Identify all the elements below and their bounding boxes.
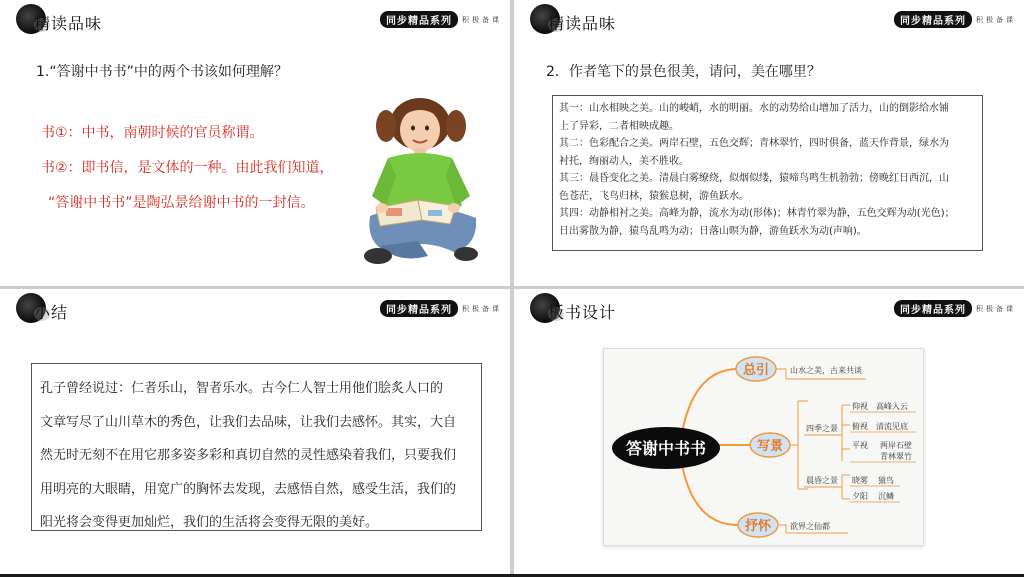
question-1: 1.“答谢中书书”中的两个书该如何理解？ bbox=[36, 64, 288, 80]
sub-branch-chenhun: 晨昏之景 bbox=[806, 476, 838, 485]
summary-line: 阳光将会变得更加灿烂，我们的生活将会变得无限的美好。 bbox=[40, 515, 379, 530]
question-2: 2．作者笔下的景色很美，请问，美在哪里？ bbox=[546, 64, 821, 80]
slide-title: 板书设计 bbox=[548, 303, 617, 322]
branch-label-zongyin: 总引 bbox=[742, 363, 770, 378]
analysis-line: 其三：晨昏变化之美。清晨白雾缭绕，似烟似缕，猿啼鸟鸣生机勃勃；傍晚红日西沉，山 bbox=[559, 173, 949, 184]
branch-label-xiejing: 写景 bbox=[756, 439, 784, 454]
slide-title: 小结 bbox=[34, 303, 69, 322]
analysis-line: 其四：动静相衬之美。高峰为静，流水为动(形体)；林青竹翠为静，五色交辉为动(光色)； bbox=[559, 208, 955, 219]
series-badge bbox=[894, 11, 1016, 28]
analysis-line: 上了异彩，二者相映成趣。 bbox=[559, 120, 679, 132]
slide-reading-1 bbox=[0, 0, 510, 286]
summary-line: 孔子曾经说过：仁者乐山，智者乐水。古今仁人智士用他们脍炙人口的 bbox=[40, 381, 444, 396]
series-sub-label: 积极备课 bbox=[462, 304, 502, 313]
reading-girl-image bbox=[358, 96, 488, 271]
node-pingshi: 平视 bbox=[852, 441, 868, 450]
series-label: 同步精品系列 bbox=[894, 11, 972, 28]
series-sub-label: 积极备课 bbox=[976, 15, 1016, 24]
slide-reading-2 bbox=[514, 0, 1024, 286]
leaf-zongyin: 山水之美，古来共谈 bbox=[790, 366, 862, 375]
node-xiyang: 夕阳 bbox=[852, 492, 868, 501]
summary-line: 用明亮的大眼睛，用宽广的胸怀去发现，去感悟自然，感受生活，我们的 bbox=[40, 481, 457, 497]
node-yangshi: 仰视 bbox=[852, 402, 868, 411]
leaf-pingshi-1: 两岸石壁 bbox=[880, 441, 912, 450]
slide-title: 精读品味 bbox=[34, 14, 103, 33]
slide-summary bbox=[0, 289, 510, 575]
beauty-analysis-box bbox=[552, 95, 983, 251]
answer-line-3: “答谢中书书”是陶弘景给谢中书的一封信。 bbox=[48, 195, 315, 211]
analysis-line: 日出雾散为静，猿鸟乱鸣为动；日落山暝为静，游鱼跃水为动(声响)。 bbox=[559, 225, 867, 237]
analysis-line: 其二：色彩配合之美。两岸石壁，五色交辉；青林翠竹，四时俱备，蓝天作背景，绿水为 bbox=[559, 138, 949, 149]
series-badge bbox=[894, 300, 1016, 317]
analysis-line: 其一：山水相映之美。山的峻峭，水的明丽。水的动势给山增加了活力，山的倒影给水铺 bbox=[559, 103, 949, 114]
leaf-xiaowu: 猿鸟 bbox=[878, 476, 894, 485]
summary-line: 然无时无刻不在用它那多姿多彩和真切自然的灵性感染着我们，只要我们 bbox=[40, 448, 457, 463]
node-xiaowu: 晓雾 bbox=[852, 476, 868, 485]
leaf-fushi: 清流见底 bbox=[876, 422, 908, 431]
series-badge bbox=[380, 300, 502, 317]
analysis-line: 衬托，绚丽动人，美不胜收。 bbox=[559, 155, 689, 167]
mind-map bbox=[603, 348, 924, 546]
slide-title: 精读品味 bbox=[548, 14, 617, 33]
series-sub-label: 积极备课 bbox=[976, 304, 1016, 313]
leaf-xiyang: 沉鳞 bbox=[878, 492, 894, 501]
series-label: 同步精品系列 bbox=[380, 300, 458, 317]
answer-line-2: 书②：即书信，是文体的一种。由此我们知道， bbox=[41, 160, 334, 176]
series-sub-label: 积极备课 bbox=[462, 15, 502, 24]
analysis-line: 色苍茫，飞鸟归林，猿猴息树，游鱼跃水。 bbox=[559, 190, 749, 202]
series-label: 同步精品系列 bbox=[894, 300, 972, 317]
series-label: 同步精品系列 bbox=[380, 11, 458, 28]
answer-line-1: 书①：中书，南朝时候的官员称谓。 bbox=[41, 125, 264, 141]
summary-line: 文章写尽了山川草木的秀色，让我们去品味，让我们去感怀。其实，大自 bbox=[40, 414, 457, 430]
node-fushi: 俯视 bbox=[852, 422, 868, 431]
center-label: 答谢中书书 bbox=[625, 439, 707, 458]
leaf-pingshi-2: 青林翠竹 bbox=[880, 452, 912, 461]
leaf-yangshi: 高峰入云 bbox=[876, 402, 908, 411]
leaf-shuhuai: 欲界之仙都 bbox=[790, 522, 830, 531]
series-badge bbox=[380, 11, 502, 28]
summary-box bbox=[31, 363, 482, 531]
mind-map-diagram bbox=[604, 349, 925, 547]
branch-label-shuhuai: 抒怀 bbox=[744, 519, 772, 534]
sub-branch-sishi: 四季之景 bbox=[806, 424, 838, 433]
slide-board-design bbox=[514, 289, 1024, 575]
